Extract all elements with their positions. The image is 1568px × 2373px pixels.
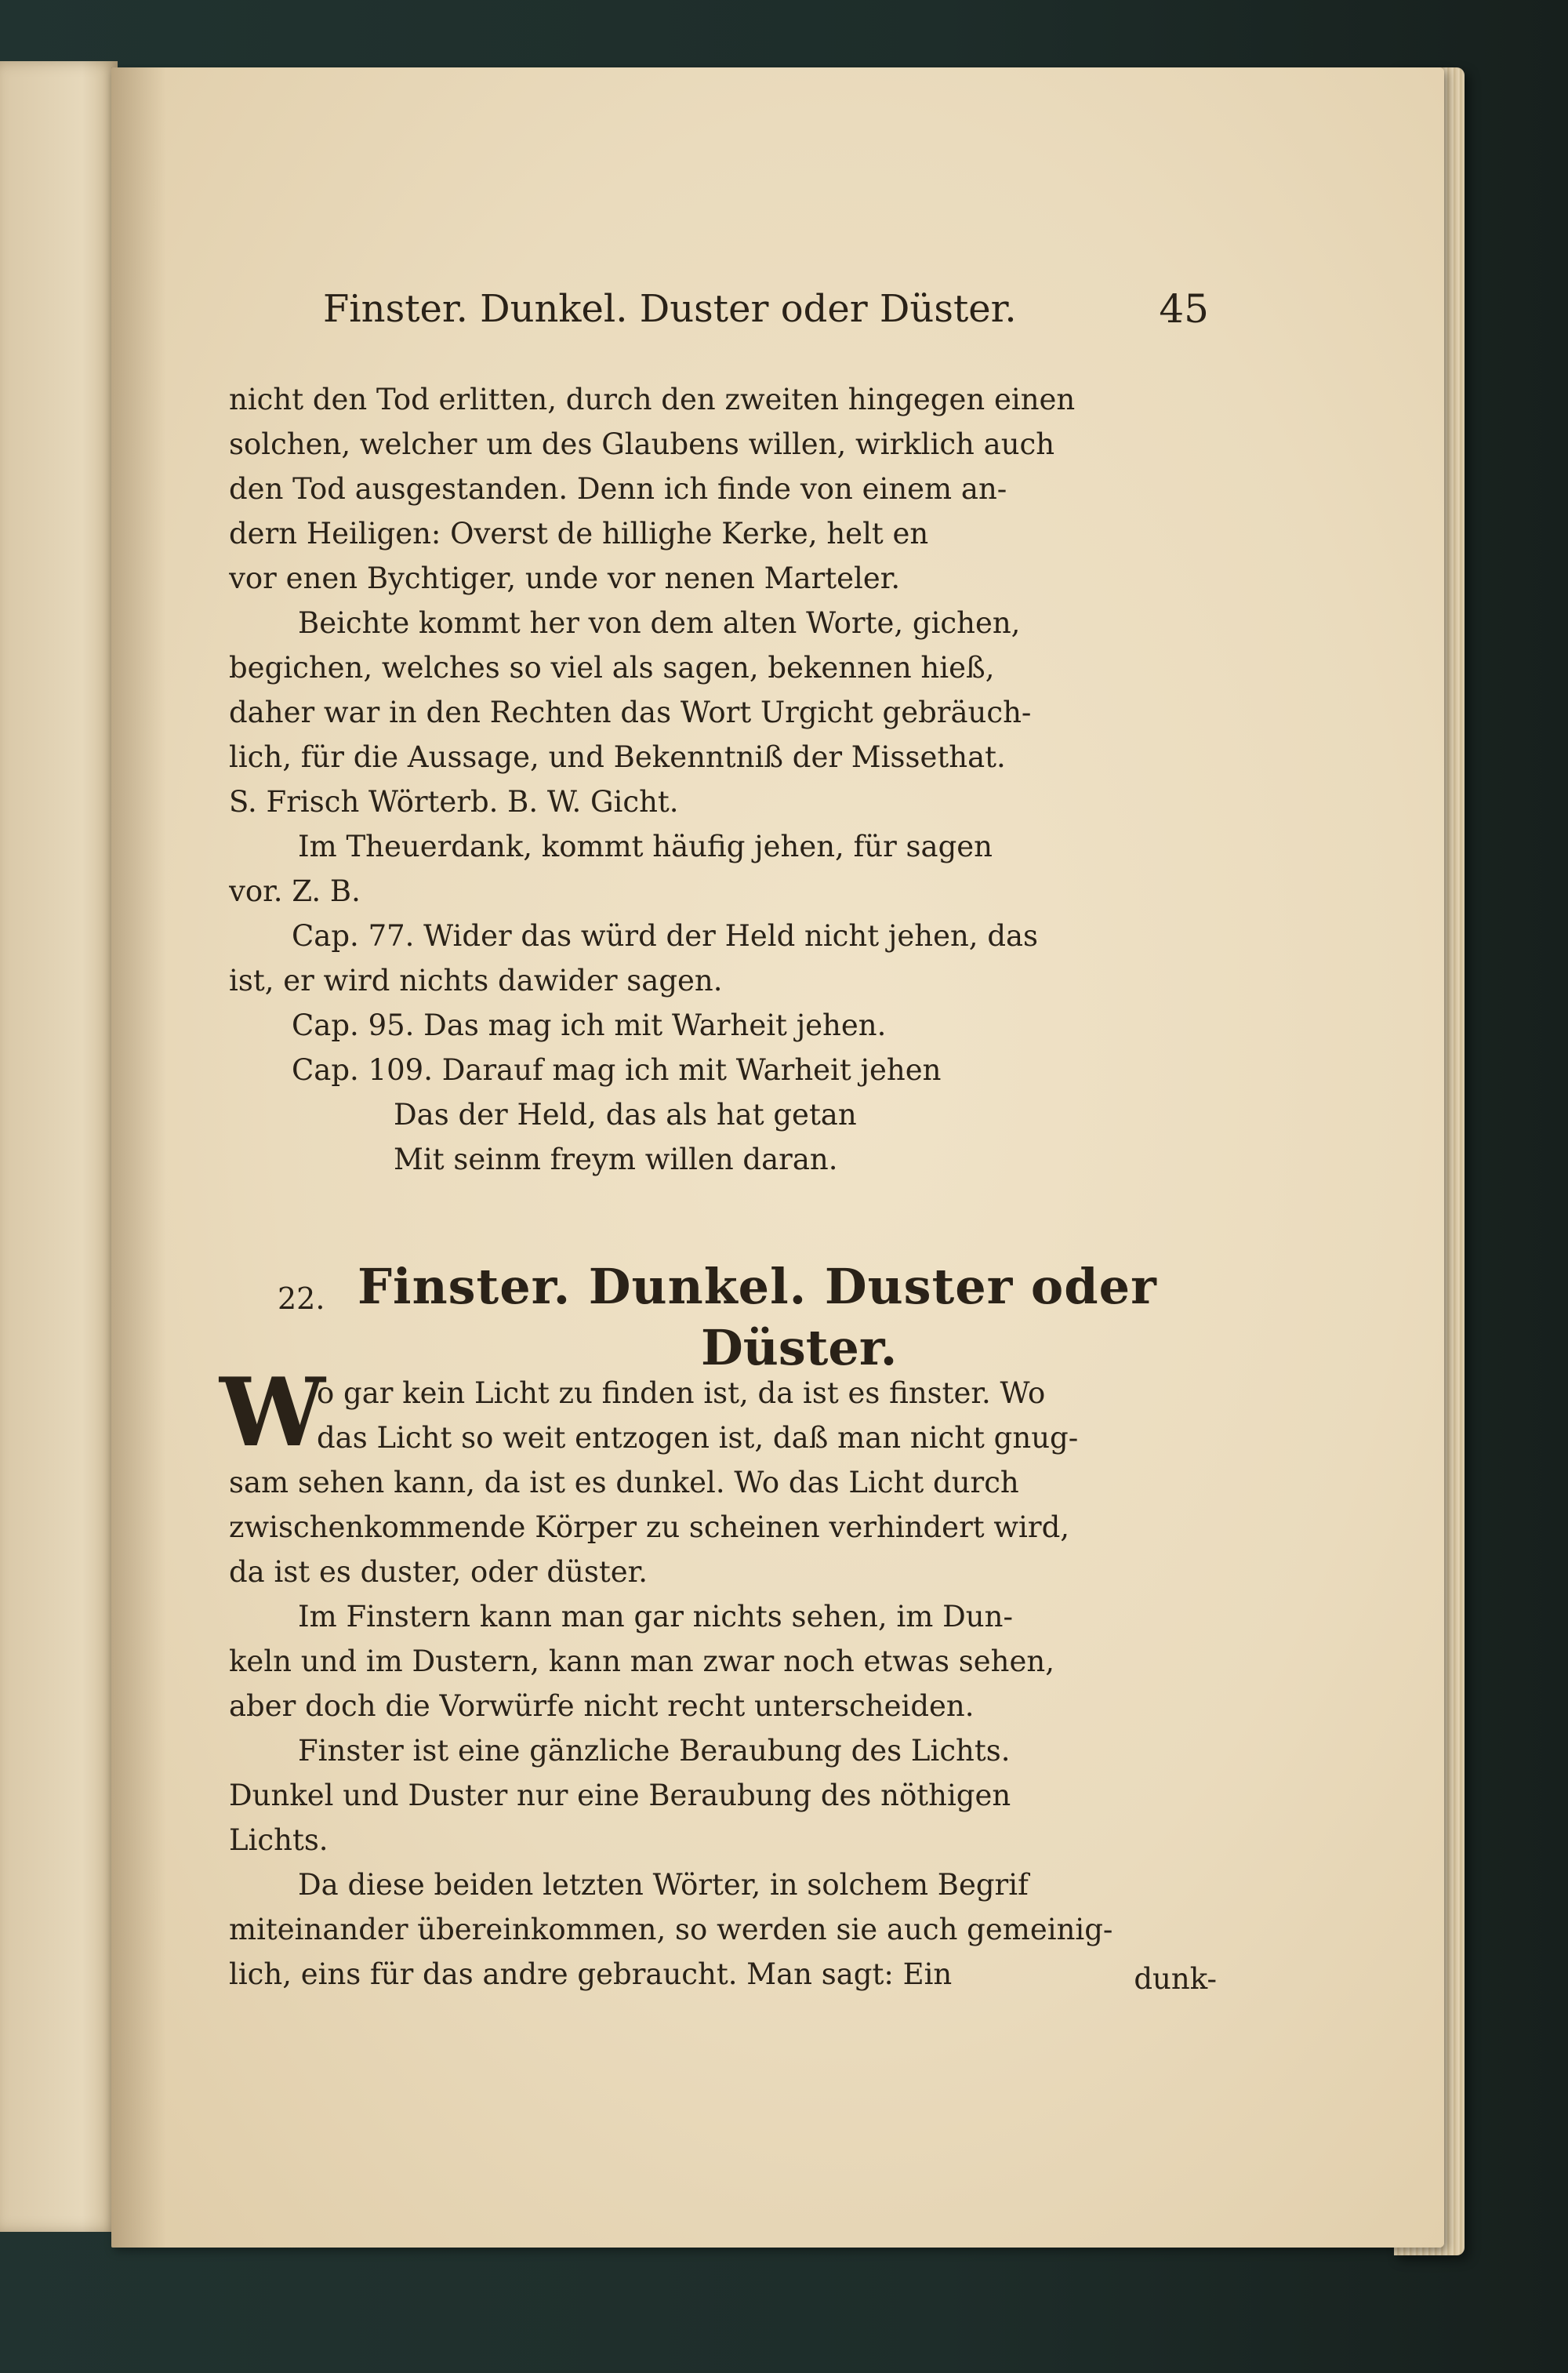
text-line: Dunkel und Duster nur eine Beraubung des nöthigen: [229, 1779, 1011, 1812]
text-line: den Tod ausgestanden. Denn ich finde von einem an-: [229, 472, 1007, 506]
text-line: Cap. 109. Darauf mag ich mit Warheit jehen: [292, 1053, 942, 1087]
body-text: [229, 377, 1217, 1182]
catchword: dunk-: [1134, 1962, 1217, 1996]
text-line: sam sehen kann, da ist es dunkel. Wo das Licht durch: [229, 1466, 1019, 1499]
section-title-line-1: Finster. Dunkel. Duster oder: [358, 1258, 1157, 1315]
text-line: Finster ist eine gänzliche Beraubung des Lichts.: [298, 1734, 1011, 1768]
text-line: solchen, welcher um des Glaubens willen, wirklich auch: [229, 427, 1055, 461]
section-title-line-2: Düster.: [701, 1319, 898, 1376]
text-line: vor enen Bychtiger, unde vor nenen Marteler.: [229, 561, 901, 595]
text-line: das Licht so weit entzogen ist, daß man nicht gnug-: [317, 1421, 1079, 1455]
text-line: begichen, welches so viel als sagen, bekennen hieß,: [229, 651, 995, 685]
book-page: [111, 67, 1444, 2248]
text-line: miteinander übereinkommen, so werden sie auch gemeinig-: [229, 1913, 1113, 1946]
text-line: aber doch die Vorwürfe nicht recht unterscheiden.: [229, 1689, 975, 1723]
running-head: Finster. Dunkel. Duster oder Düster.: [323, 287, 1017, 331]
text-line: lich, eins für das andre gebraucht. Man sagt: Ein: [229, 1957, 953, 1991]
section-text: [229, 1371, 1217, 1997]
text-line: Im Finstern kann man gar nichts sehen, im Dun-: [298, 1600, 1013, 1633]
text-line: Beichte kommt her von dem alten Worte, gichen,: [298, 606, 1021, 640]
text-line: nicht den Tod erlitten, durch den zweiten hingegen einen: [229, 383, 1076, 416]
gutter-shadow: [111, 67, 166, 2248]
text-line: S. Frisch Wörterb. B. W. Gicht.: [229, 785, 679, 819]
catchword-row: [229, 1962, 1217, 2009]
verse-line: Mit seinm freym willen daran.: [394, 1143, 838, 1176]
text-line: daher war in den Rechten das Wort Urgicht gebräuch-: [229, 696, 1032, 729]
page-header: [323, 278, 1209, 340]
text-line: zwischenkommende Körper zu scheinen verhindert wird,: [229, 1510, 1070, 1544]
text-line: ist, er wird nichts dawider sagen.: [229, 964, 723, 998]
page-number: 45: [1159, 286, 1209, 332]
verse-line: Das der Held, das als hat getan: [394, 1098, 857, 1132]
text-line: Lichts.: [229, 1823, 328, 1857]
text-line: Da diese beiden letzten Wörter, in solchem Begrif: [298, 1868, 1029, 1902]
facing-page-edge: [0, 61, 118, 2232]
text-line: da ist es duster, oder düster.: [229, 1555, 648, 1589]
text-line: Im Theuerdank, kommt häufig jehen, für sagen: [298, 830, 993, 863]
section-number: 22.: [278, 1281, 325, 1316]
text-line: lich, für die Aussage, und Bekenntniß der Missethat.: [229, 740, 1006, 774]
drop-cap: W: [220, 1357, 325, 1468]
text-line: keln und im Dustern, kann man zwar noch etwas sehen,: [229, 1644, 1054, 1678]
text-line: dern Heiligen: Overst de hillighe Kerke, helt en: [229, 517, 929, 551]
text-line: Cap. 95. Das mag ich mit Warheit jehen.: [292, 1008, 887, 1042]
text-line: o gar kein Licht zu finden ist, da ist es finster. Wo: [317, 1376, 1046, 1410]
text-line: vor. Z. B.: [229, 874, 361, 908]
text-line: Cap. 77. Wider das würd der Held nicht jehen, das: [292, 919, 1039, 953]
